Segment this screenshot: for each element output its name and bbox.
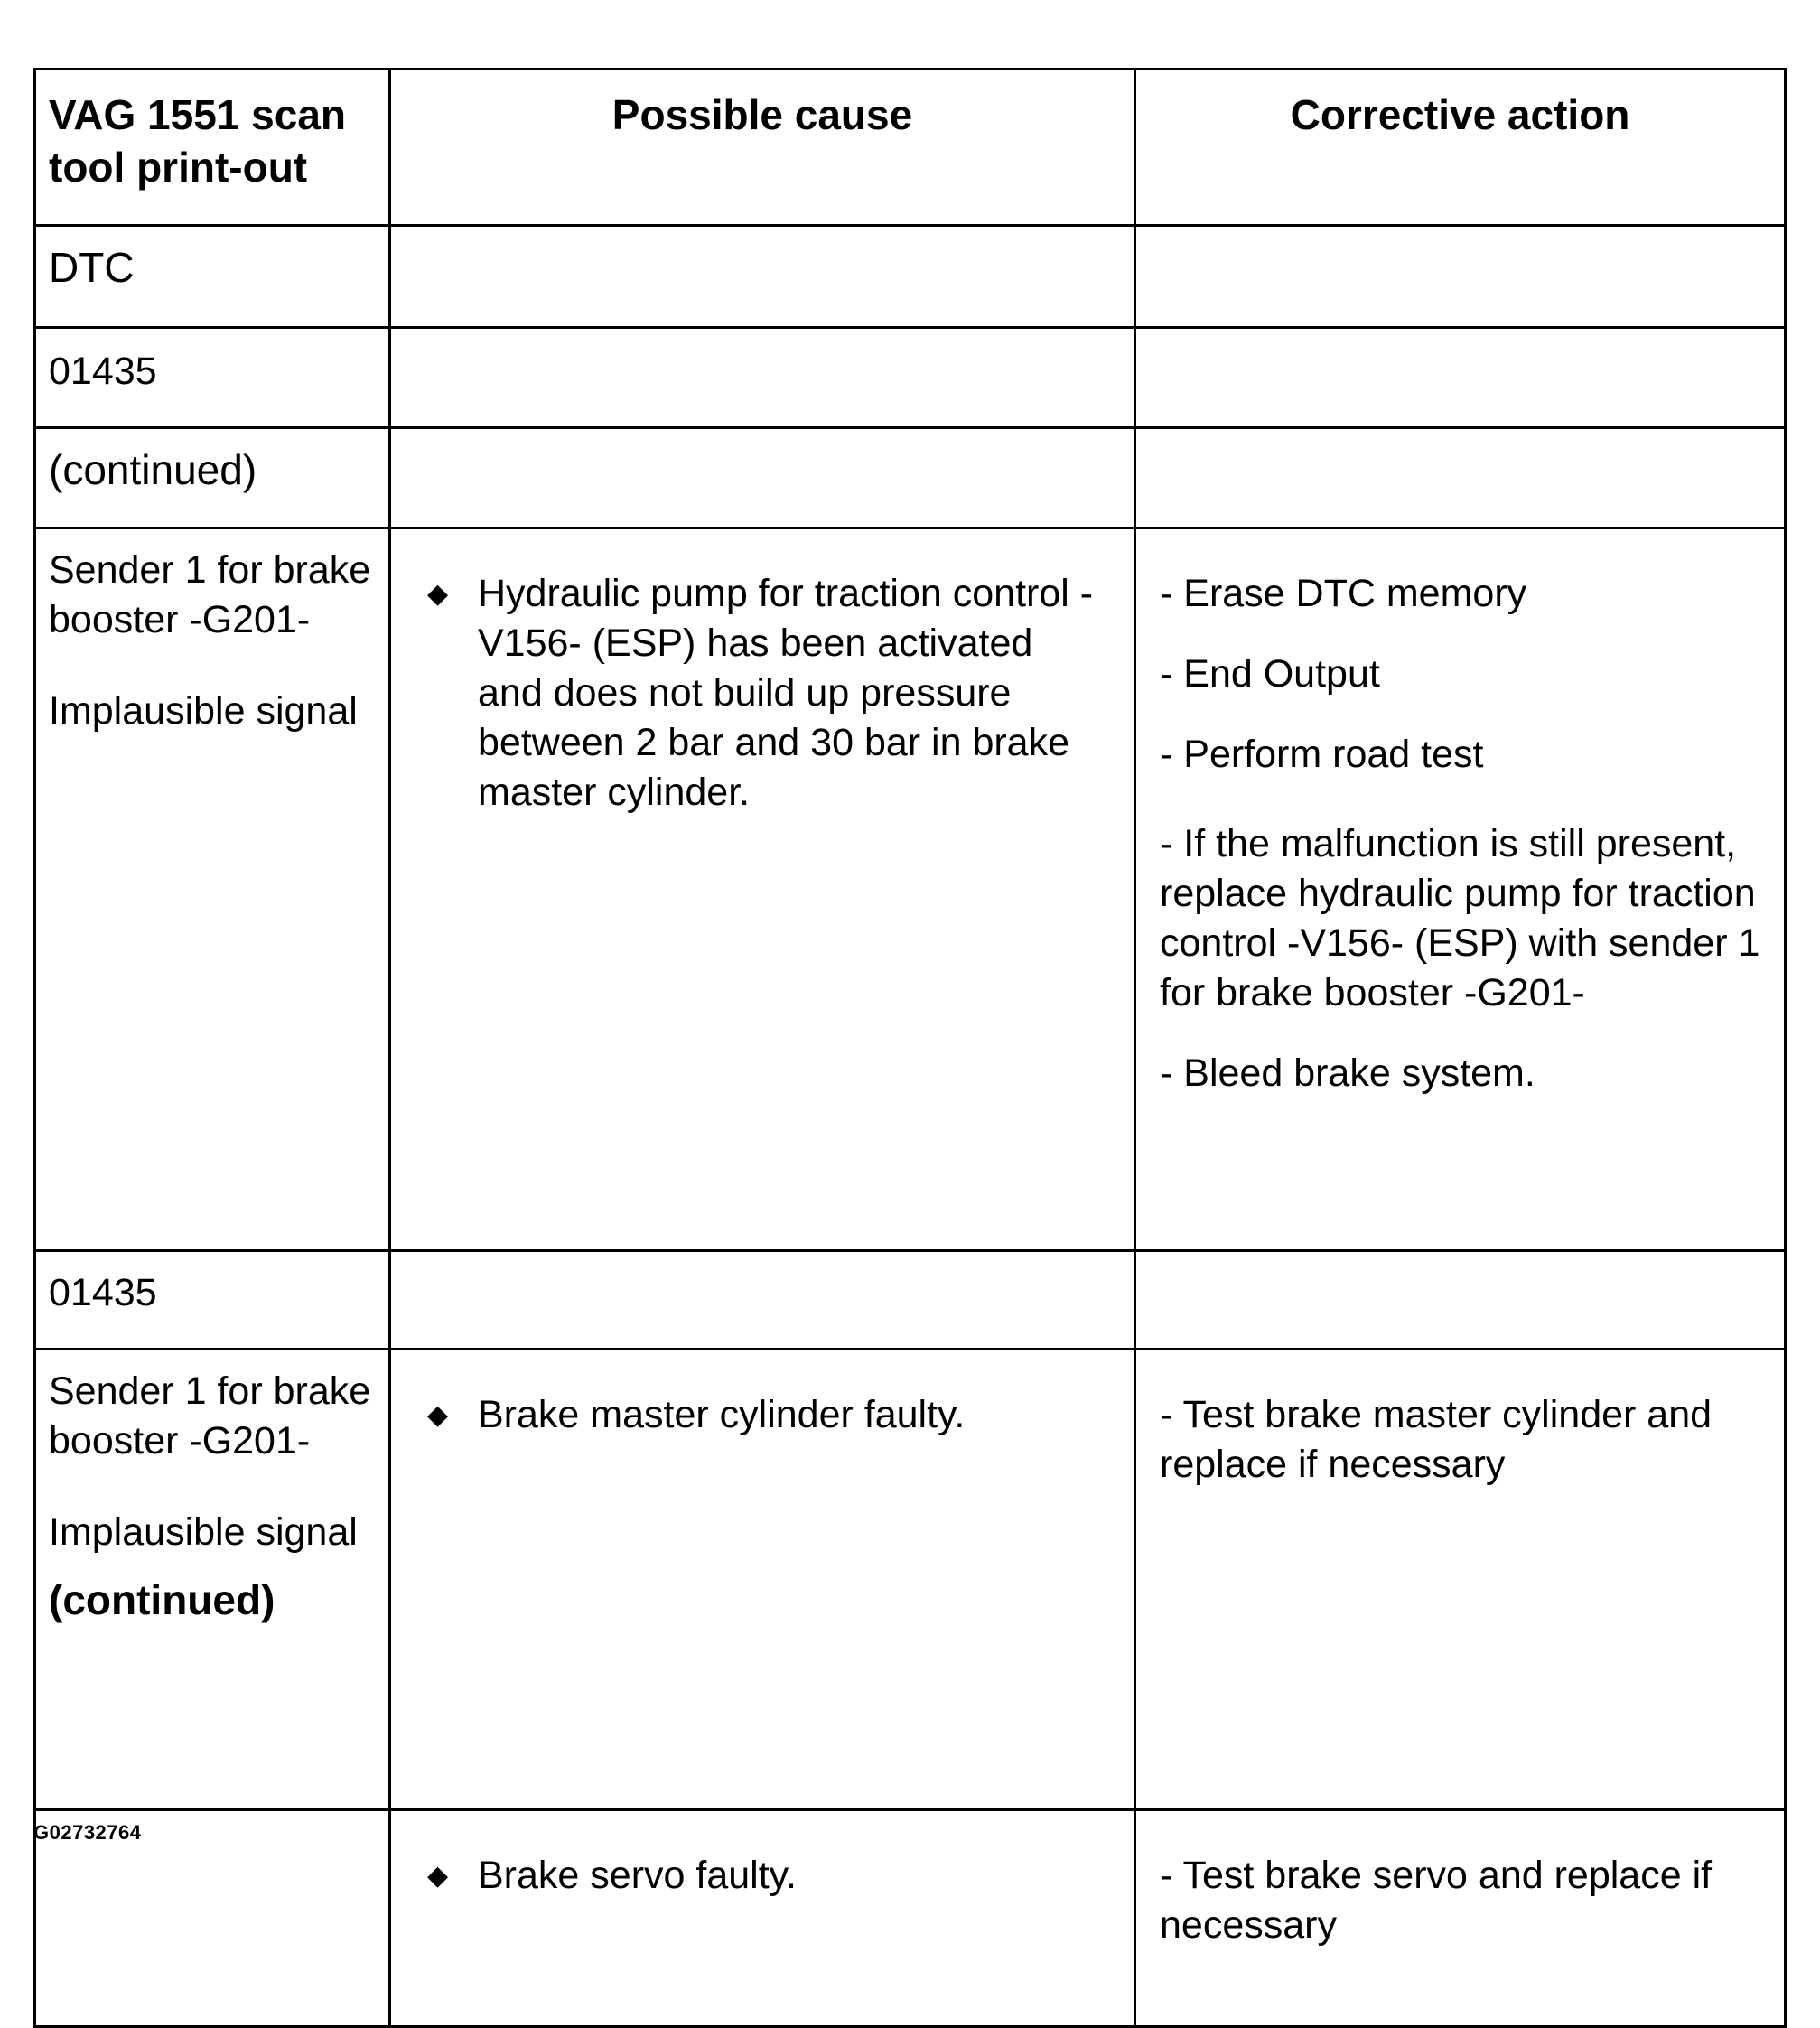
table-row [35,1350,1786,1810]
dtc-code: 01435 [35,1251,390,1350]
empty-cell [390,428,1135,528]
print-out-text: Sender 1 for brake booster -G201- [49,1369,371,1463]
possible-cause-cell [390,1810,1135,2027]
action-item: - Perform road test [1160,733,1484,776]
possible-cause-cell [390,1350,1135,1810]
list-item [424,1851,1106,1901]
cause-text: Hydraulic pump for traction control -V156- (ESP) has been activated and does not build up pressure between 2 bar and 30 bar in brake master cylinder. [478,572,1094,814]
figure-id: G02732764 [33,1821,142,1844]
corrective-action-cell [1135,528,1786,1251]
dtc-label: DTC [35,226,390,328]
header-row [35,70,1786,226]
print-out-text: Implausible signal [49,689,358,733]
possible-cause-cell [390,528,1135,1251]
continued-label: (continued) [49,1576,275,1623]
table-row [35,528,1786,1251]
print-out-text: Sender 1 for brake booster -G201- [49,548,371,641]
list-item [424,569,1106,818]
corrective-action-cell [1135,1350,1786,1810]
corrective-action-cell [1135,1810,1786,2027]
empty-cell [1135,1251,1786,1350]
list-item [424,1390,1106,1440]
action-item: - Test brake master cylinder and replace if necessary [1160,1393,1713,1486]
action-item: - Bleed brake system. [1160,1051,1535,1095]
print-out-cell [35,528,390,1251]
empty-cell [1135,328,1786,428]
cause-text: Brake servo faulty. [478,1854,797,1897]
dtc-code: 01435 [35,328,390,428]
empty-cell [390,1251,1135,1350]
action-item: - Test brake servo and replace if necessary [1160,1854,1713,1947]
diamond-bullet-icon: ◆ [427,1861,449,1891]
diamond-bullet-icon: ◆ [427,1400,449,1430]
header-possible-cause: Possible cause [390,70,1135,226]
empty-cell [390,226,1135,328]
empty-cell [1135,428,1786,528]
table-row [35,1251,1786,1350]
header-corrective-action: Corrective action [1135,70,1786,226]
diagnostic-table [33,68,1787,2028]
continued-label: (continued) [35,428,390,528]
table-row [35,428,1786,528]
action-item: - If the malfunction is still present, replace hydraulic pump for traction control -V156- (ESP) with sender 1 for brake booster -G201- [1160,822,1760,1014]
header-print-out: VAG 1551 scan tool print-out [35,70,390,226]
diamond-bullet-icon: ◆ [427,579,449,609]
print-out-text: Implausible signal [49,1510,358,1554]
cause-text: Brake master cylinder faulty. [478,1393,966,1436]
table-row [35,1810,1786,2027]
table-row [35,226,1786,328]
print-out-cell [35,1350,390,1810]
action-item: - End Output [1160,652,1380,696]
empty-cell [390,328,1135,428]
table-row [35,328,1786,428]
action-item: - Erase DTC memory [1160,572,1527,615]
empty-cell [1135,226,1786,328]
